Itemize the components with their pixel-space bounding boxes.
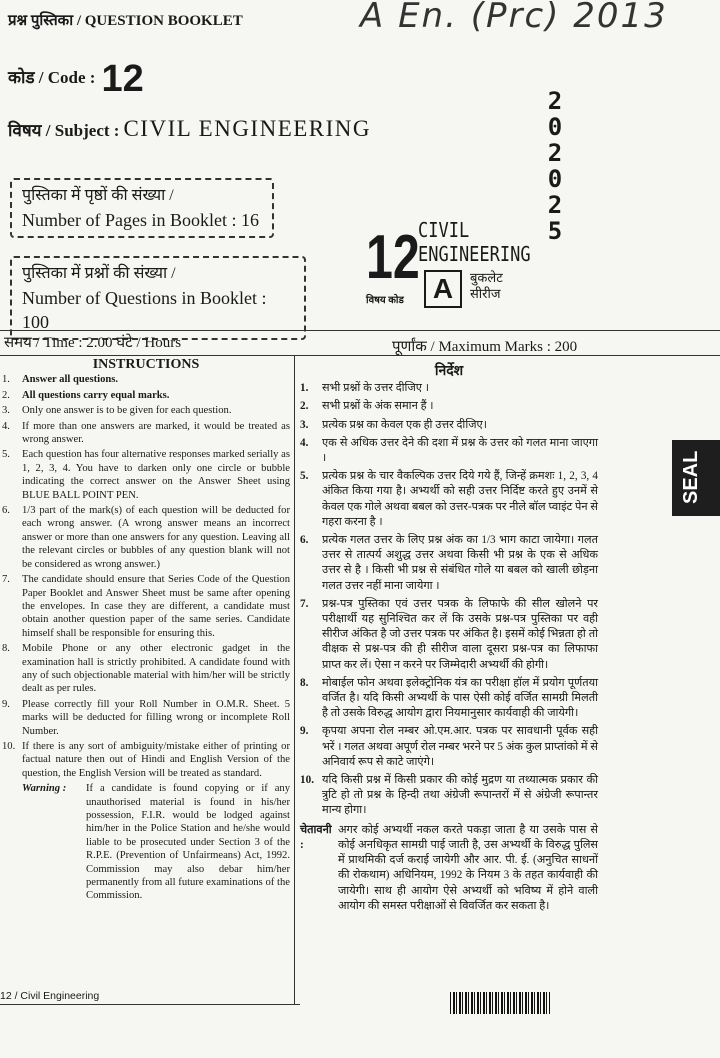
warning-text-hindi: अगर कोई अभ्यर्थी नकल करते पकड़ा जाता है या उसके पास से कोई अनधिकृत सामग्री पाई जाती है, उस अभ्यर्थी के विरुद्ध पुलिस में प्राथमिकी दर्ज कराई जायेगी और आर. पी. ई. (अनुचित साधनों की रोकथाम) अधिनियम, 1992 के नियम 3 के तहत कार्यवाही की जायेगी। साथ ही आयोग ऐसे अभ्यर्थी को भविष्य में होने वाली आयोग की समस्त परीक्षाओं से विवर्जित कर सकता है।	[338, 823, 598, 912]
warning-text: If a candidate is found copying or if any unauthorised material is found in his/her possession, F.I.R. would be lodged against him/her in the Police Station and he/she would liable to be prosecuted under Section 3 of the R.P.E. (Prevention of Unfairmeans) Act, 1992. Commission may also debar him/her permanently from all future examinations of the Commission.	[86, 783, 290, 902]
series-label-line1: बुकलेट	[470, 270, 503, 285]
instruction-text: एक से अधिक उत्तर देने की दशा में प्रश्न के उत्तर को गलत माना जाएगा ।	[322, 436, 598, 465]
instructions-english	[2, 358, 290, 903]
instruction-item	[300, 469, 598, 530]
instruction-item	[2, 448, 290, 502]
instruction-text: If more than one answers are marked, it would be treated as wrong answer.	[22, 420, 290, 446]
instruction-text: The candidate should ensure that Series Code of the Question Paper Booklet and Answer Sheet must be same after opening the envelopes. In case they are different, a candidate must obtain another question paper of the same series. Candidate himself shall be responsible for ensuring this.	[22, 574, 290, 639]
instruction-item	[300, 773, 598, 819]
warning-label-hindi: चेतावनी :	[300, 823, 332, 851]
series-letter: A	[424, 270, 462, 308]
instruction-number: 8.	[2, 643, 10, 655]
handwritten-note: A En. (Prc) 2013	[360, 0, 668, 36]
instruction-text: If there is any sort of ambiguity/mistake either of printing or factual nature then out of Hindi and English Version of the question, the English Version will be treated as standard.	[22, 740, 290, 779]
instruction-number: 3.	[300, 418, 309, 431]
instruction-item	[300, 399, 598, 414]
instructions-list-english	[2, 373, 290, 780]
pages-box-hindi: पुस्तिका में पृष्ठों की संख्या /	[22, 187, 174, 204]
code-label: कोड / Code :	[8, 68, 96, 87]
instruction-text: Each question has four alternative responses marked serially as 1, 2, 3, 4. You have to darken only one circle or bubble indicating the correct answer on the Answer Sheet using BLUE BALL POINT PEN.	[22, 449, 290, 501]
instruction-item	[2, 573, 290, 640]
instruction-item	[300, 381, 598, 396]
seal-tab	[672, 440, 720, 516]
instruction-text: Mobile Phone or any other electronic gadget in the examination hall is strictly prohibited. A candidate found with any of such objectionable material with him/her will be strictly dealt as per rules.	[22, 643, 290, 695]
divider-bottom	[0, 1004, 300, 1005]
instruction-number: 1.	[300, 382, 309, 395]
time-label: समय / Time : 2.00 घंटे / Hours	[4, 335, 182, 351]
instruction-item	[2, 373, 290, 386]
instruction-number: 6.	[300, 534, 309, 547]
instruction-text: प्रत्येक प्रश्न के चार वैकल्पिक उत्तर दिये गये हैं, जिन्हें क्रमशः 1, 2, 3, 4 अंकित किया गया है। अभ्यर्थी को सही उत्तर निर्दिष्ट करते हुए उनमें से केवल एक गोले अथवा बबल को उत्तर-पत्रक पर नीले बॉल प्वाइंट पेन से गहरा करना है ।	[322, 470, 598, 528]
serial-digit: 2	[547, 87, 563, 115]
instruction-item	[2, 642, 290, 696]
instruction-text: Please correctly fill your Roll Number in O.M.R. Sheet. 5 marks will be deducted for filling wrong or incomplete Roll Number.	[22, 698, 290, 737]
serial-digit: 2	[547, 139, 563, 167]
instruction-item	[2, 420, 290, 447]
serial-digit: 5	[547, 217, 563, 245]
pages-box-english: Number of Pages in Booklet : 16	[22, 210, 259, 230]
instruction-number: 10.	[300, 774, 314, 787]
instruction-number: 7.	[300, 597, 309, 610]
instruction-number: 9.	[300, 725, 309, 738]
subject-stamp-line1: CIVIL	[418, 218, 470, 242]
barcode	[450, 992, 550, 1014]
max-marks: पूर्णांक / Maximum Marks : 200	[392, 339, 578, 355]
instruction-text: प्रश्न-पत्र पुस्तिका एवं उत्तर पत्रक के लिफाफे की सील खोलने पर परीक्षार्थी यह सुनिश्चित कर लें कि उसके प्रश्न-पत्र पुस्तिका पर वही सीरीज अंकित है जो उत्तर पत्रक पर अंकित है। इसमें कोई भिन्नता हो तो वीक्षक से प्रश्न-पत्र की ही सीरीज वाला दूसरा प्रश्न-पत्र का लिफाफा प्राप्त कर लें। ऐसा न करने पर जिम्मेदारी अभ्यर्थी की होगी।	[322, 597, 598, 671]
instruction-text: प्रत्येक गलत उत्तर के लिए प्रश्न अंक का 1/3 भाग काटा जायेगा। गलत उत्तर से तात्पर्य अशुद्ध उत्तर अथवा किसी भी प्रश्न के एक से अधिक उत्तर से है । किसी भी प्रश्न से संबंधित गोले या बबल को खाली छोड़ना गलत उत्तर नहीं माना जायेगा ।	[322, 534, 598, 592]
instruction-number: 5.	[300, 470, 309, 483]
instruction-number: 9.	[2, 698, 10, 710]
instruction-number: 4.	[300, 436, 309, 449]
instruction-item	[300, 436, 598, 466]
code-value: 12	[101, 58, 144, 100]
instruction-number: 3.	[2, 405, 10, 417]
warning-english	[2, 782, 290, 903]
instruction-number: 10.	[2, 740, 16, 752]
instruction-item	[2, 740, 290, 780]
page-footer: 12 / Civil Engineering	[0, 990, 100, 1002]
questions-box	[10, 256, 306, 340]
warning-hindi	[300, 823, 598, 914]
instruction-item	[300, 418, 598, 433]
column-divider	[294, 356, 295, 1004]
instructions-list-hindi	[300, 381, 598, 818]
instructions-title-hindi: निर्देश	[434, 364, 464, 379]
instruction-item	[300, 676, 598, 722]
instructions-title: INSTRUCTIONS	[92, 357, 200, 372]
big-code: 12	[366, 223, 420, 292]
serial-digit: 2	[547, 191, 563, 219]
instruction-text: यदि किसी प्रश्न में किसी प्रकार की कोई मुद्रण या तथ्यात्मक प्रकार की त्रुटि हो तो प्रश्न के हिन्दी तथा अंग्रेजी रूपान्तरों में से अंग्रेजी रूपान्तर मान्य होगा।	[322, 774, 598, 817]
instruction-item	[300, 597, 598, 673]
instruction-text: कृपया अपना रोल नम्बर ओ.एम.आर. पत्रक पर सावधानी पूर्वक सही भरें । गलत अथवा अपूर्ण रोल नम्बर भरने पर 5 अंक कुल प्राप्तांको में से अनिवार्य रूप से काटे जाएंगे।	[322, 725, 598, 768]
code-row	[8, 58, 144, 101]
instruction-number: 4.	[2, 420, 10, 432]
instruction-item	[2, 389, 290, 402]
serial-number	[540, 88, 570, 244]
subject-stamp-line2: ENGINEERING	[418, 242, 531, 266]
subject-row	[8, 116, 371, 142]
serial-digit: 0	[547, 165, 563, 193]
warning-label: Warning :	[22, 783, 67, 795]
instruction-item	[300, 533, 598, 594]
instruction-number: 2.	[2, 389, 10, 401]
code-caption: विषय कोड	[366, 295, 404, 306]
serial-digit: 0	[547, 113, 563, 141]
series-label-line2: सीरीज	[470, 286, 501, 301]
instruction-number: 7.	[2, 574, 10, 586]
subject-value: CIVIL ENGINEERING	[123, 116, 372, 141]
instruction-number: 8.	[300, 676, 309, 689]
instruction-text: प्रत्येक प्रश्न का केवल एक ही उत्तर दीजिए।	[322, 418, 487, 431]
pages-box	[10, 178, 274, 238]
instruction-number: 1.	[2, 374, 10, 386]
instructions-hindi	[300, 364, 598, 914]
series-label	[470, 270, 503, 302]
instruction-number: 6.	[2, 505, 10, 517]
questions-box-english: Number of Questions in Booklet : 100	[22, 288, 267, 332]
instruction-text: Answer all questions.	[22, 374, 119, 386]
instruction-text: सभी प्रश्नों के अंक समान हैं ।	[322, 400, 434, 413]
questions-box-hindi: पुस्तिका में प्रश्नों की संख्या /	[22, 265, 176, 282]
instruction-number: 5.	[2, 449, 10, 461]
booklet-label: प्रश्न पुस्तिका / QUESTION BOOKLET	[8, 13, 243, 29]
instruction-text: All questions carry equal marks.	[22, 389, 170, 401]
subject-label: विषय / Subject :	[8, 121, 120, 140]
divider-time	[0, 355, 720, 356]
divider-top	[0, 330, 720, 331]
seal-text: SEAL	[680, 450, 702, 504]
instruction-text: सभी प्रश्नों के उत्तर दीजिए ।	[322, 382, 429, 395]
instruction-item	[2, 504, 290, 571]
instruction-number: 2.	[300, 400, 309, 413]
instruction-text: Only one answer is to be given for each question.	[22, 405, 232, 417]
subject-stamp	[418, 218, 531, 266]
instruction-item	[2, 698, 290, 738]
instruction-text: मोबाईल फोन अथवा इलेक्ट्रोनिक यंत्र का परीक्षा हॉल में प्रयोग पूर्णतया वर्जित है। यदि किसी अभ्यर्थी के पास ऐसी कोई वर्जित सामग्री मिलती है तो उसके विरुद्ध आयोग द्वारा नियमानुसार कार्यवाही की जायेगी।	[322, 676, 598, 720]
instruction-item	[300, 724, 598, 770]
instruction-text: 1/3 part of the mark(s) of each question will be deducted for each wrong answer. (A wrong answer means an incorrect answer or more than one answers for any question. Leaving all the relevant circles or bubbles of any question blank will not be considered as wrong answer.)	[22, 505, 290, 570]
instruction-item	[2, 404, 290, 417]
